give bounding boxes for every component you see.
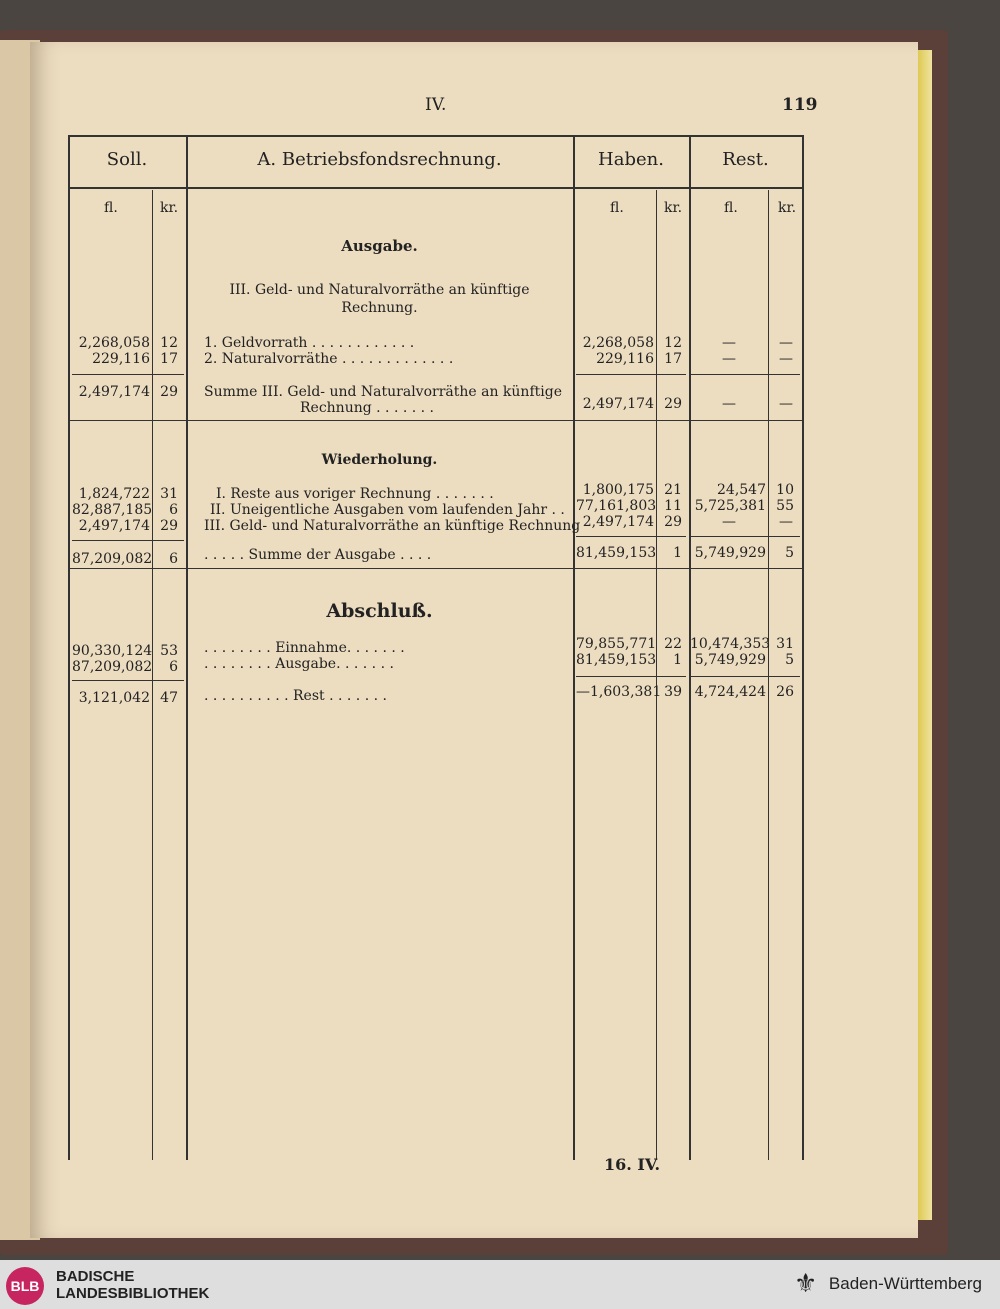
rest-haben-kr: 39 <box>664 684 682 700</box>
rule <box>72 680 184 681</box>
natural-rest-fl: — <box>722 351 736 367</box>
w3-soll-kr: 29 <box>160 518 178 534</box>
rule <box>690 676 800 677</box>
ausgabe-haben-kr: 1 <box>673 652 682 668</box>
summe3-haben-kr: 29 <box>664 396 682 412</box>
divider <box>68 568 804 569</box>
natural-label: 2. Naturalvorräthe . . . . . . . . . . . . . <box>204 351 454 367</box>
rule <box>576 536 686 537</box>
w2-rest-kr: 55 <box>776 498 794 514</box>
geld-soll-fl: 2,268,058 <box>78 335 150 351</box>
rule <box>576 374 686 375</box>
haben-kr-label: kr. <box>664 200 683 216</box>
einnahme-rest-kr: 31 <box>776 636 794 652</box>
w2-soll-kr: 6 <box>169 502 178 518</box>
einnahme-soll-fl: 90,330,124 <box>72 643 153 659</box>
rest-kr-divider <box>768 190 769 1160</box>
haben-header: Haben. <box>598 149 664 170</box>
soll-kr-label: kr. <box>160 200 179 216</box>
rest-kr-label: kr. <box>778 200 797 216</box>
w2-haben-fl: 77,161,803 <box>576 498 657 514</box>
rest-soll-kr: 47 <box>160 690 178 706</box>
geld-rest-fl: — <box>722 335 736 351</box>
header-bottom-border <box>68 187 804 189</box>
einnahme-haben-fl: 79,855,771 <box>576 636 657 652</box>
w3-rest-fl: — <box>722 514 736 530</box>
haben-fl-label: fl. <box>610 200 624 216</box>
ausgabe-rest-kr: 5 <box>785 652 794 668</box>
rest-soll-fl: 3,121,042 <box>78 690 150 706</box>
rule <box>576 676 686 677</box>
summe3-label-line1: Summe III. Geld- und Naturalvorräthe an künftige <box>204 384 562 400</box>
library-name-line2: LANDESBIBLIOTHEK <box>56 1285 210 1302</box>
summe-ausgabe-haben-fl: 81,459,153 <box>576 545 657 561</box>
page-number: 119 <box>782 95 818 115</box>
w2-haben-kr: 11 <box>664 498 682 514</box>
geld-soll-kr: 12 <box>160 335 178 351</box>
ausgabe-rest-fl: 5,749,929 <box>694 652 766 668</box>
summe-ausgabe-soll-kr: 6 <box>169 551 178 567</box>
w1-haben-fl: 1,800,175 <box>582 482 654 498</box>
einnahme-rest-fl: 10,474,353 <box>690 636 771 652</box>
rest-haben-fl: —1,603,381 <box>576 684 662 700</box>
w3-rest-kr: — <box>779 514 793 530</box>
table-top-border <box>68 135 804 137</box>
summe-ausgabe-label: . . . . . Summe der Ausgabe . . . . <box>204 547 432 563</box>
summe-ausgabe-soll-fl: 87,209,082 <box>72 551 153 567</box>
summe3-soll-fl: 2,497,174 <box>78 384 150 400</box>
w2-rest-fl: 5,725,381 <box>694 498 766 514</box>
ausgabe-label: . . . . . . . . Ausgabe. . . . . . . <box>204 656 394 672</box>
rest-header: Rest. <box>722 149 769 170</box>
summe-ausgabe-haben-kr: 1 <box>673 545 682 561</box>
natural-haben-fl: 229,116 <box>596 351 654 367</box>
rule <box>72 374 184 375</box>
rest-label: . . . . . . . . . . Rest . . . . . . . <box>204 688 387 704</box>
natural-soll-fl: 229,116 <box>92 351 150 367</box>
rest-rest-kr: 26 <box>776 684 794 700</box>
coat-of-arms-icon: ⚜ <box>794 1269 818 1299</box>
w1-label: I. Reste aus voriger Rechnung . . . . . . . <box>216 486 494 502</box>
table-right-border <box>802 135 804 1160</box>
soll-fl-label: fl. <box>104 200 118 216</box>
natural-haben-kr: 17 <box>664 351 682 367</box>
rule <box>72 540 184 541</box>
w1-rest-kr: 10 <box>776 482 794 498</box>
geld-haben-fl: 2,268,058 <box>582 335 654 351</box>
rule <box>690 374 800 375</box>
w3-haben-kr: 29 <box>664 514 682 530</box>
rule <box>690 536 800 537</box>
summe-ausgabe-rest-fl: 5,749,929 <box>694 545 766 561</box>
blb-logo[interactable]: BLB <box>6 1267 44 1305</box>
soll-header: Soll. <box>106 149 148 170</box>
section-number: IV. <box>425 95 447 115</box>
rest-fl-label: fl. <box>724 200 738 216</box>
einnahme-label: . . . . . . . . Einnahme. . . . . . . <box>204 640 405 656</box>
ausgabe-soll-kr: 6 <box>169 659 178 675</box>
w3-soll-fl: 2,497,174 <box>78 518 150 534</box>
geld-label: 1. Geldvorrath . . . . . . . . . . . . <box>204 335 415 351</box>
natural-rest-kr: — <box>779 351 793 367</box>
einnahme-soll-kr: 53 <box>160 643 178 659</box>
signature-mark: 16. IV. <box>604 1155 661 1174</box>
state-logo-text[interactable]: Baden-Württemberg <box>828 1274 982 1293</box>
title-header: A. Betriebsfondsrechnung. <box>257 149 502 170</box>
summe3-soll-kr: 29 <box>160 384 178 400</box>
w3-haben-fl: 2,497,174 <box>582 514 654 530</box>
abschluss-heading: Abschluß. <box>326 600 433 622</box>
ausgabe-heading: Ausgabe. <box>341 237 418 255</box>
summe3-label-line2: Rechnung . . . . . . . <box>300 400 434 416</box>
rest-rest-fl: 4,724,424 <box>694 684 766 700</box>
ausgabe-haben-fl: 81,459,153 <box>576 652 657 668</box>
haben-column-border <box>573 135 575 1160</box>
summe3-rest-fl: — <box>722 396 736 412</box>
summe3-rest-kr: — <box>779 396 793 412</box>
w2-soll-fl: 82,887,185 <box>72 502 153 518</box>
wiederholung-heading: Wiederholung. <box>321 452 438 468</box>
section-3-heading-line2: Rechnung. <box>341 300 418 316</box>
w1-soll-fl: 1,824,722 <box>78 486 150 502</box>
viewer-footer <box>0 1260 1000 1309</box>
w3-label: III. Geld- und Naturalvorräthe an künftige Rechnung <box>204 518 581 534</box>
geld-rest-kr: — <box>779 335 793 351</box>
geld-haben-kr: 12 <box>664 335 682 351</box>
w1-rest-fl: 24,547 <box>717 482 766 498</box>
ausgabe-soll-fl: 87,209,082 <box>72 659 153 675</box>
w2-label: II. Uneigentliche Ausgaben vom laufenden Jahr . . <box>210 502 565 518</box>
summe-ausgabe-rest-kr: 5 <box>785 545 794 561</box>
w1-soll-kr: 31 <box>160 486 178 502</box>
natural-soll-kr: 17 <box>160 351 178 367</box>
section-3-heading-line1: III. Geld- und Naturalvorräthe an künftige <box>229 282 530 298</box>
summe3-haben-fl: 2,497,174 <box>582 396 654 412</box>
einnahme-haben-kr: 22 <box>664 636 682 652</box>
table-left-border <box>68 135 70 1160</box>
library-name-line1: BADISCHE <box>56 1268 135 1285</box>
divider <box>68 420 804 421</box>
library-name[interactable] <box>56 1268 209 1302</box>
w1-haben-kr: 21 <box>664 482 682 498</box>
